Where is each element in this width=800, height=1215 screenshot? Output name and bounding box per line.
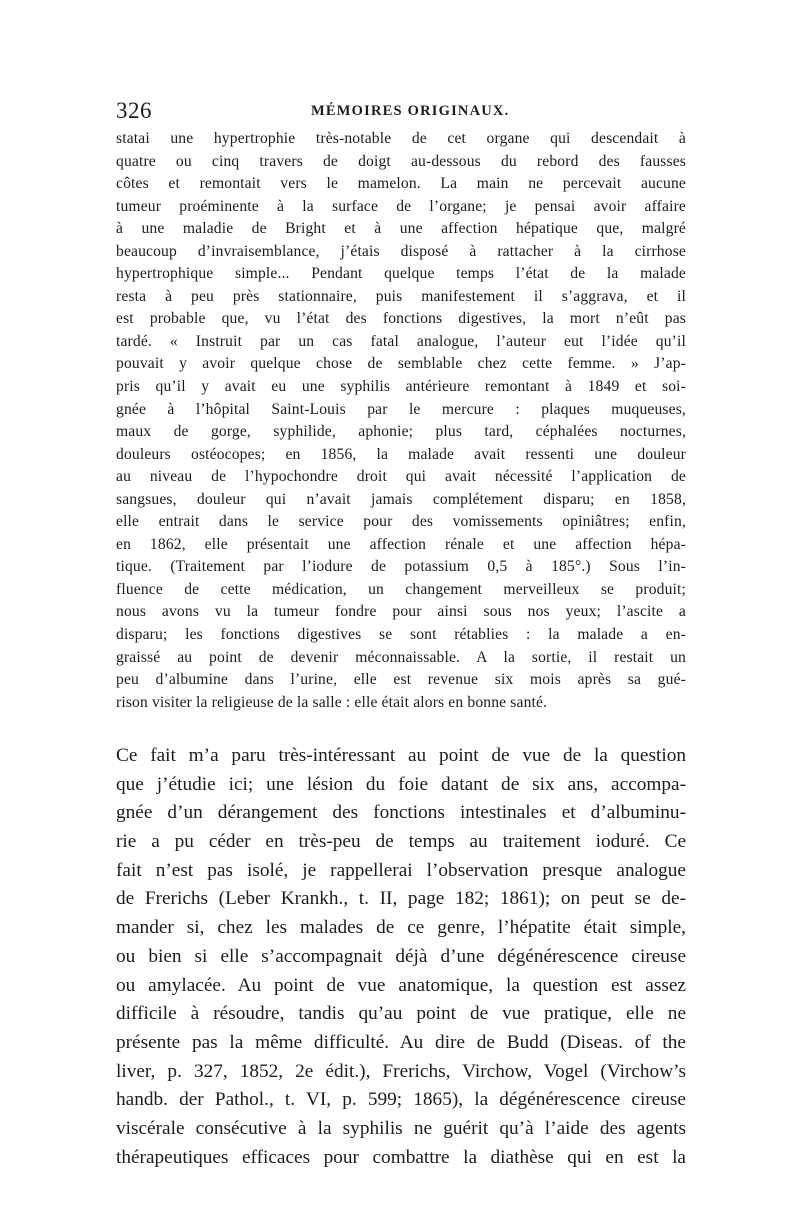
text-line: rison visiter la religieuse de la salle : elle était alors en bonne santé. <box>116 693 548 711</box>
text-line: hypertrophique simple... Pendant quelque temps l’état de la malade <box>116 265 686 283</box>
text-line: graissé au point de devenir méconnaissable. A la sortie, il restait un <box>116 648 686 666</box>
text-line: en 1862, elle présentait une affection rénale et une affection hépa- <box>116 535 686 553</box>
text-line: tardé. « Instruit par un cas fatal analogue, l’auteur eut l’idée qu’il <box>116 332 686 350</box>
text-line: de Frerichs (Leber Krankh., t. II, page 182; 1861); on peut se de- <box>116 888 686 910</box>
text-line: gnée à l’hôpital Saint-Louis par le mercure : plaques muqueuses, <box>116 400 686 418</box>
text-line: gnée d’un dérangement des fonctions intestinales et d’albuminu- <box>116 802 686 824</box>
text-line: viscérale consécutive à la syphilis ne guérit qu’à l’aide des agents <box>116 1117 686 1139</box>
text-line: est probable que, vu l’état des fonctions digestives, la mort n’eût pas <box>116 310 686 328</box>
text-line: quatre ou cinq travers de doigt au-dessous du rebord des fausses <box>116 152 686 170</box>
text-line: maux de gorge, syphilide, aphonie; plus tard, céphalées nocturnes, <box>116 423 686 441</box>
text-line: elle entrait dans le service pour des vomissements opiniâtres; enfin, <box>116 513 686 531</box>
text-line: sangsues, douleur qui n’avait jamais complétement disparu; en 1858, <box>116 490 686 508</box>
text-line: douleurs ostéocopes; en 1856, la malade avait ressenti une douleur <box>116 445 686 463</box>
running-head: MÉMOIRES ORIGINAUX. <box>311 103 510 119</box>
text-line: disparu; les fonctions digestives se sont rétablies : la malade a en- <box>116 626 686 644</box>
text-line: à une maladie de Bright et à une affection hépatique que, malgré <box>116 220 686 238</box>
text-line: thérapeutiques efficaces pour combattre la diathèse qui en est la <box>116 1146 686 1168</box>
text-line: côtes et remontait vers le mamelon. La main ne percevait aucune <box>116 175 686 193</box>
observation-paragraph <box>116 128 686 714</box>
text-line: pouvait y avoir quelque chose de semblable chez cette femme. » J’ap- <box>116 355 686 373</box>
page-header <box>116 98 686 128</box>
text-line: resta à peu près stationnaire, puis manifestement il s’aggrava, et il <box>116 287 686 305</box>
text-line: ou bien si elle s’accompagnait déjà d’une dégénérescence cireuse <box>116 945 686 967</box>
page-number: 326 <box>116 98 152 123</box>
text-line: tumeur proéminente à la surface de l’organe; je pensai avoir affaire <box>116 197 686 215</box>
text-line: tique. (Traitement par l’iodure de potassium 0,5 à 185°.) Sous l’in- <box>116 558 686 576</box>
text-line: fait n’est pas isolé, je rappellerai l’observation presque analogue <box>116 859 686 881</box>
text-line: liver, p. 327, 1852, 2e édit.), Frerichs, Virchow, Vogel (Virchow’s <box>116 1060 686 1082</box>
text-line: ou amylacée. Au point de vue anatomique, la question est assez <box>116 974 686 996</box>
text-line: mander si, chez les malades de ce genre, l’hépatite était simple, <box>116 917 686 939</box>
text-line: pris qu’il y avait eu une syphilis antérieure remontant à 1849 et soi- <box>116 378 686 396</box>
commentary-paragraph <box>116 742 686 1172</box>
text-line: Ce fait m’a paru très-intéressant au point de vue de la question <box>116 745 686 766</box>
text-line: statai une hypertrophie très-notable de cet organe qui descendait à <box>116 130 686 147</box>
text-line: peu d’albumine dans l’urine, elle est revenue six mois après sa gué- <box>116 671 686 689</box>
text-line: beaucoup d’invraisemblance, j’étais disposé à rattacher à la cirrhose <box>116 242 686 260</box>
text-line: que j’étudie ici; une lésion du foie datant de six ans, accompa- <box>116 773 686 795</box>
text-line: au niveau de l’hypochondre droit qui avait nécessité l’application de <box>116 468 686 486</box>
text-line: fluence de cette médication, un changement merveilleux se produit; <box>116 580 686 598</box>
text-line: handb. der Pathol., t. VI, p. 599; 1865), la dégénérescence cireuse <box>116 1089 686 1111</box>
text-line: nous avons vu la tumeur fondre pour ainsi sous nos yeux; l’ascite a <box>116 603 686 621</box>
text-line: difficile à résoudre, tandis qu’au point de vue pratique, elle ne <box>116 1003 686 1025</box>
text-line: présente pas la même difficulté. Au dire de Budd (Diseas. of the <box>116 1031 686 1053</box>
text-line: rie a pu céder en très-peu de temps au traitement ioduré. Ce <box>116 831 686 853</box>
